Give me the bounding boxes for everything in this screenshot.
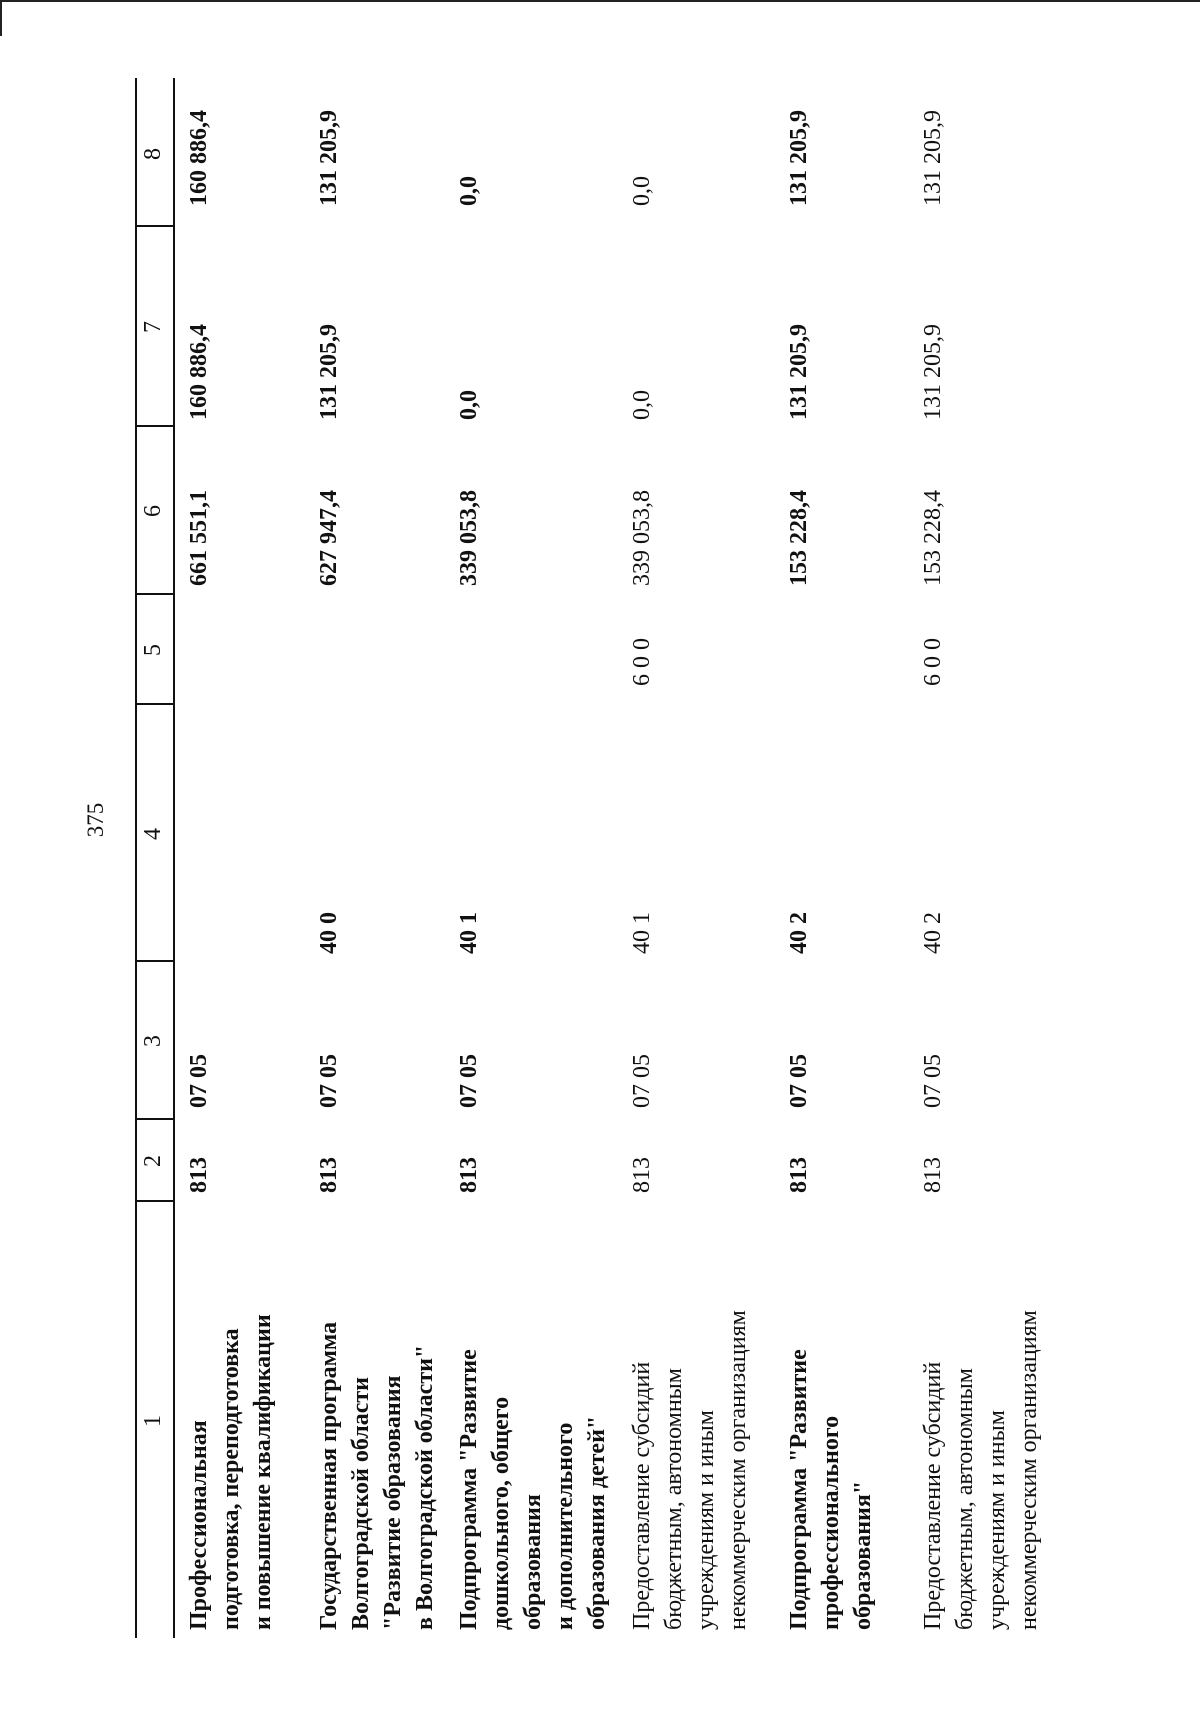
column-header — [137, 147, 166, 161]
row-name-line: дошкольного, общего — [488, 1396, 514, 1630]
column-header-label: 6 — [140, 505, 166, 517]
scan-edge-top — [0, 0, 1200, 2]
cell-value: 131 205,9 — [786, 324, 812, 420]
row-c4 — [313, 912, 342, 955]
row-name-text — [783, 1349, 879, 1630]
row-name — [783, 1349, 876, 1631]
row-c2 — [917, 1157, 946, 1194]
page-number-text: 375 — [83, 802, 108, 838]
column-header-label: 1 — [140, 1415, 166, 1427]
row-name-line: и дополнительного — [552, 1422, 578, 1630]
row-name-line: бюджетным, автономным — [661, 1368, 687, 1630]
cell-value: 153 228,4 — [786, 490, 812, 586]
row-name-text — [183, 1314, 279, 1630]
column-separator — [135, 1118, 173, 1120]
cell-value: 339 053,8 — [456, 490, 482, 586]
row-name-line: и повышение квалификации — [250, 1314, 276, 1630]
row-c3 — [183, 1054, 212, 1109]
cell-value: 813 — [786, 1157, 812, 1193]
row-name — [917, 1310, 1042, 1631]
cell-value: 07 05 — [186, 1054, 212, 1108]
column-separator — [135, 703, 173, 705]
row-c3 — [917, 1054, 946, 1109]
cell-value: 0,0 — [629, 176, 655, 206]
cell-value: 40 1 — [456, 912, 482, 954]
cell-value: 0,0 — [456, 390, 482, 420]
row-name-line: образования детей" — [584, 1415, 610, 1630]
row-name-line: учреждениям и иным — [984, 1410, 1010, 1630]
row-name-line: бюджетным, автономным — [952, 1368, 978, 1630]
row-name-line: образования" — [850, 1480, 876, 1630]
row-c7 — [626, 390, 655, 421]
column-separator — [135, 1200, 173, 1202]
row-name — [626, 1310, 751, 1631]
scan-edge-left — [0, 0, 2, 36]
row-c3 — [783, 1054, 812, 1109]
row-name-text — [313, 1322, 441, 1630]
column-separator — [135, 960, 173, 962]
row-name-line: Волгоградской области — [348, 1377, 374, 1630]
row-name-line: Государственная программа — [316, 1321, 342, 1630]
row-c2 — [453, 1157, 482, 1194]
column-separator — [135, 225, 173, 227]
row-name-line: Предоставление субсидий — [920, 1361, 946, 1630]
row-c3 — [453, 1054, 482, 1109]
row-c5 — [626, 638, 655, 687]
column-header — [137, 1415, 166, 1428]
column-header-label: 3 — [140, 1035, 166, 1047]
row-c4 — [783, 912, 812, 955]
row-c2 — [183, 1157, 212, 1194]
column-header — [137, 1155, 166, 1168]
row-name-line: Предоставление субсидий — [629, 1361, 655, 1630]
cell-value: 813 — [920, 1157, 946, 1193]
column-header-label: 8 — [140, 147, 166, 160]
row-c6 — [183, 490, 212, 587]
cell-value: 07 05 — [786, 1054, 812, 1108]
row-c6 — [626, 490, 655, 587]
cell-value: 6 0 0 — [920, 638, 946, 686]
row-name-line: профессионального — [818, 1415, 844, 1630]
row-name-text — [453, 1349, 613, 1630]
row-c2 — [626, 1157, 655, 1194]
cell-value: 153 228,4 — [920, 490, 946, 586]
row-c7 — [313, 324, 342, 421]
cell-value: 07 05 — [456, 1054, 482, 1108]
cell-value: 0,0 — [456, 176, 482, 206]
cell-value: 40 0 — [316, 912, 342, 954]
column-header-label: 5 — [140, 644, 166, 656]
cell-value: 813 — [456, 1157, 482, 1193]
column-header — [137, 321, 166, 334]
row-c8 — [453, 176, 482, 207]
cell-value: 813 — [629, 1157, 655, 1193]
cell-value: 661 551,1 — [186, 490, 212, 586]
cell-value: 627 947,4 — [316, 490, 342, 586]
row-name-line: подготовка, переподготовка — [218, 1328, 244, 1630]
cell-value: 40 2 — [786, 912, 812, 954]
cell-value: 131 205,9 — [920, 324, 946, 420]
cell-value: 07 05 — [920, 1054, 946, 1108]
row-c3 — [313, 1054, 342, 1109]
row-c6 — [453, 490, 482, 587]
cell-value: 813 — [316, 1157, 342, 1193]
row-c7 — [783, 324, 812, 421]
column-header — [137, 827, 166, 841]
column-header-label: 4 — [140, 827, 166, 840]
row-c4 — [626, 912, 655, 955]
header-line-outer — [135, 78, 137, 1638]
row-c6 — [917, 490, 946, 587]
budget-table — [135, 78, 1175, 1638]
cell-value: 339 053,8 — [629, 490, 655, 586]
row-c2 — [783, 1157, 812, 1194]
row-c7 — [453, 390, 482, 421]
row-c8 — [626, 176, 655, 207]
row-c6 — [783, 490, 812, 587]
row-name-line: некоммерческим организациям — [725, 1310, 751, 1630]
row-name-text — [917, 1310, 1045, 1630]
row-name-line: Подпрограмма "Развитие — [786, 1349, 812, 1630]
cell-value: 131 205,9 — [316, 324, 342, 420]
cell-value: 131 205,9 — [786, 110, 812, 206]
cell-value: 40 1 — [629, 912, 655, 954]
row-name — [313, 1321, 438, 1631]
row-name-line: образования — [520, 1494, 546, 1630]
cell-value: 40 2 — [920, 912, 946, 954]
row-c7 — [183, 324, 212, 421]
row-c2 — [313, 1157, 342, 1194]
row-c4 — [917, 912, 946, 955]
cell-value: 07 05 — [629, 1054, 655, 1108]
row-name-line: "Развитие образования — [380, 1375, 406, 1630]
cell-value: 131 205,9 — [316, 110, 342, 206]
header-line-inner — [173, 78, 175, 1638]
row-name-line: Профессиональная — [186, 1420, 212, 1630]
row-name — [453, 1349, 610, 1631]
row-name-text — [626, 1310, 754, 1630]
cell-value: 07 05 — [316, 1054, 342, 1108]
row-name-line: некоммерческим организациям — [1016, 1310, 1042, 1630]
column-header — [137, 1035, 166, 1048]
row-c7 — [917, 324, 946, 421]
cell-value: 6 0 0 — [629, 638, 655, 686]
row-c5 — [917, 638, 946, 687]
row-name-line: в Волгоградской области" — [412, 1344, 438, 1630]
column-header-label: 2 — [140, 1155, 166, 1167]
cell-value: 0,0 — [629, 390, 655, 420]
row-name-line: Подпрограмма "Развитие — [456, 1349, 482, 1630]
page-number — [83, 802, 108, 838]
cell-value: 813 — [186, 1157, 212, 1193]
cell-value: 160 886,4 — [186, 324, 212, 420]
column-header — [137, 644, 166, 657]
cell-value: 131 205,9 — [920, 110, 946, 206]
row-name-line: учреждениям и иным — [693, 1410, 719, 1630]
cell-value: 160 886,4 — [186, 110, 212, 206]
row-c8 — [183, 110, 212, 207]
column-header-label: 7 — [140, 321, 166, 333]
row-name — [183, 1314, 276, 1631]
row-c3 — [626, 1054, 655, 1109]
row-c8 — [917, 110, 946, 207]
column-separator — [135, 593, 173, 595]
column-header — [137, 505, 166, 518]
row-c4 — [453, 912, 482, 955]
row-c8 — [783, 110, 812, 207]
row-c6 — [313, 490, 342, 587]
column-separator — [135, 425, 173, 427]
row-c8 — [313, 110, 342, 207]
